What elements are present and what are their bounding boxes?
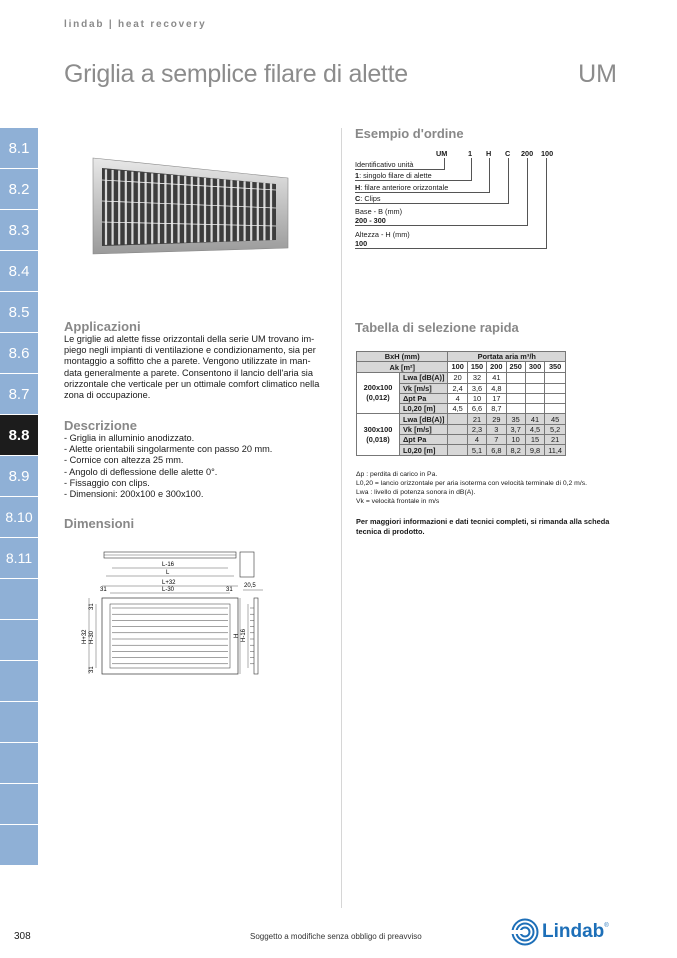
logo-registered: ® [604,923,609,929]
value-cell: 2,3 [467,424,486,434]
nav-item-8-7[interactable]: 8.7 [0,374,38,414]
dim-h32: H+32 [82,629,88,644]
value-cell [525,404,544,414]
selection-table [356,351,566,456]
nav-item-8-11[interactable]: 8.11 [0,538,38,578]
text-line: zona di occupazione. [64,390,151,401]
section-applicazioni [64,319,332,401]
order-heading: Esempio d'ordine [355,126,464,141]
value-cell [506,373,525,383]
value-cell: 3 [487,424,506,434]
value-cell: 9,8 [525,445,544,455]
size-cell [357,414,400,455]
footer-note: Soggetto a modifiche senza obbligo di preavviso [250,932,422,941]
col-header-portata: Portata aria m³/h [448,352,566,362]
product-image [88,150,298,260]
value-cell: 10 [506,435,525,445]
param-label: L0,20 [m] [400,404,448,414]
value-cell [506,393,525,403]
value-cell [448,424,467,434]
order-row-c [355,194,508,204]
param-label: Δpt Pa [400,393,448,403]
text-line: - Alette orientabili singolarmente con passo 20 mm. [64,444,273,455]
table-heading: Tabella di selezione rapida [355,320,519,335]
nav-blank [0,825,38,865]
chapter-nav [0,128,38,866]
lindab-logo-icon [511,918,539,946]
nav-item-8-6[interactable]: 8.6 [0,333,38,373]
value-cell: 5,2 [545,424,566,434]
dimension-drawing [80,548,280,688]
value-cell: 41 [525,414,544,424]
value-cell: 45 [545,414,566,424]
leader-line [546,158,547,249]
text-line: data generalmente a parete. Consentono il lancio dell'aria sia [64,367,313,378]
text-line: - Dimensioni: 200x100 e 300x100. [64,489,204,500]
nav-blank [0,620,38,660]
note-line: L0,20 = lancio orizzontale per aria isoterma con velocità terminale di 0,2 m/s. [356,480,588,487]
section-descrizione [64,418,332,500]
applicazioni-heading: Applicazioni [64,319,141,334]
lindab-logo[interactable] [511,918,609,946]
value-cell: 32 [467,373,486,383]
text-line: Le griglie ad alette fisse orizzontali della serie UM trovano im- [64,334,315,344]
param-label: Vk [m/s] [400,383,448,393]
more-info: Per maggiori informazioni e dati tecnici completi, si rimanda alla scheda tecnica di prodotto. [356,517,610,536]
value-cell: 21 [545,435,566,445]
value-cell: 8,7 [487,404,506,414]
order-row-bold: 1 [355,171,360,180]
nav-item-8-10[interactable]: 8.10 [0,497,38,537]
order-code-base: 200 [521,149,534,158]
page-title: Griglia a semplice filare di alette [64,60,408,88]
order-code-h: H [486,149,492,158]
order-code-1: 1 [468,149,473,158]
dim-l32: L+32 [162,580,176,586]
value-cell: 3,6 [467,383,486,393]
dim-31d: 31 [89,666,95,673]
value-cell [448,445,467,455]
value-cell [545,404,566,414]
nav-blank [0,579,38,619]
dim-h16: H-16 [241,628,247,642]
value-cell [545,393,566,403]
value-cell: 4,5 [448,404,467,414]
nav-blank [0,661,38,701]
flow-cell: 250 [506,362,525,373]
order-row-text: Identificativo unità [355,160,414,169]
nav-item-8-5[interactable]: 8.5 [0,292,38,332]
value-cell: 2,4 [448,383,467,393]
size-label: 300x100 [363,424,393,434]
value-cell [525,373,544,383]
flow-cell: 200 [487,362,506,373]
dim-31c: 31 [89,603,95,610]
table-notes [356,470,587,506]
flow-cell: 150 [467,362,486,373]
dimensioni-heading: Dimensioni [64,516,135,531]
value-cell: 4 [467,435,486,445]
order-row-text: : filare anteriore orizzontale [360,183,449,192]
text-line: - Fissaggio con clips. [64,477,150,488]
value-cell [506,404,525,414]
param-label: Lwa [dB(A)] [400,373,448,383]
value-cell: 35 [506,414,525,424]
order-row-text: Base - B (mm) [355,207,403,216]
value-cell: 17 [487,393,506,403]
text-line: orizzontale che verticale per un ottimale comfort climatico nella [64,378,320,389]
order-row-sub: 200 - 300 [355,216,386,225]
logo-text: Lindab [542,921,605,942]
value-cell: 4 [448,393,467,403]
leader-line [471,158,472,181]
value-cell: 3,7 [506,424,525,434]
flow-cell: 350 [545,362,566,373]
order-row-bold: H [355,183,361,192]
flow-cell: 300 [525,362,544,373]
ak-label: (0,018) [366,434,390,444]
col-header-ak: Ak [m²] [357,362,448,373]
value-cell: 10 [467,393,486,403]
dim-20-5: 20,5 [244,583,256,589]
value-cell: 41 [487,373,506,383]
order-row-sub: 100 [355,239,368,248]
nav-item-8-1[interactable]: 8.1 [0,128,38,168]
nav-blank [0,784,38,824]
brand-line: lindab | heat recovery [64,19,207,30]
text-line: - Griglia in alluminio anodizzato. [64,433,195,443]
product-code: UM [578,60,617,88]
descrizione-heading: Descrizione [64,418,137,433]
value-cell: 11,4 [545,445,566,455]
order-code-c: C [505,149,511,158]
nav-item-8-3[interactable]: 8.3 [0,210,38,250]
value-cell: 20 [448,373,467,383]
order-row-text: : singolo filare di alette [359,171,432,180]
order-row-unit [355,160,444,170]
flow-cell: 100 [448,362,467,373]
value-cell: 21 [467,414,486,424]
page-number: 308 [14,931,31,942]
order-row-text: : Clips [360,194,381,203]
dim-l16: L-16 [162,562,175,568]
value-cell [545,373,566,383]
order-row-height [355,230,546,249]
param-label: Lwa [dB(A)] [400,414,448,424]
table-row [357,373,566,383]
value-cell: 6,6 [467,404,486,414]
value-cell: 4,8 [487,383,506,393]
value-cell: 5,1 [467,445,486,455]
dim-31b: 31 [226,587,233,593]
note-line: Δp : perdita di carico in Pa. [356,471,438,478]
value-cell [506,383,525,393]
value-cell: 6,8 [487,445,506,455]
dim-h: H [234,633,240,638]
param-label: Vk [m/s] [400,424,448,434]
descrizione-text [64,433,332,500]
leader-line [489,158,490,193]
text-line: piego negli impianti di ventilazione e condizionamento, sia per [64,345,316,356]
order-row-1 [355,171,471,181]
dim-l30: L-30 [162,587,175,593]
note-line: Vk = velocità frontale in m/s [356,498,440,505]
text-line: - Angolo di deflessione delle alette 0°. [64,466,218,477]
order-row-bold: C [355,194,361,203]
leader-line [508,158,509,204]
dim-l: L [166,570,170,576]
ak-label: (0,012) [366,393,390,403]
order-row-base [355,207,527,226]
col-header-bxh: BxH (mm) [357,352,448,362]
value-cell: 4,5 [525,424,544,434]
text-line: montaggio a soffitto che a parete. Vengono utilizzate in man- [64,356,311,367]
param-label: L0,20 [m] [400,445,448,455]
order-example [355,147,570,252]
value-cell [448,414,467,424]
size-label: 200x100 [363,383,393,393]
leader-line [444,158,445,170]
value-cell [525,383,544,393]
table-row [357,414,566,424]
order-code-um: UM [436,149,448,158]
value-cell [448,435,467,445]
order-row-h [355,183,489,193]
value-cell: 29 [487,414,506,424]
value-cell [545,383,566,393]
value-cell: 7 [487,435,506,445]
value-cell [525,393,544,403]
text-line: - Cornice con altezza 25 mm. [64,455,184,466]
value-cell: 8,2 [506,445,525,455]
nav-item-8-2[interactable]: 8.2 [0,169,38,209]
column-divider [341,128,342,908]
note-line: Lwa : livello di potenza sonora in dB(A). [356,489,476,496]
nav-item-8-4[interactable]: 8.4 [0,251,38,291]
order-code-height: 100 [541,149,554,158]
value-cell: 15 [525,435,544,445]
nav-blank [0,702,38,742]
applicazioni-text [64,334,332,401]
leader-line [527,158,528,226]
dim-h30: H-30 [89,630,95,644]
nav-item-8-9[interactable]: 8.9 [0,456,38,496]
dim-31a: 31 [100,587,107,593]
param-label: Δpt Pa [400,435,448,445]
size-cell [357,373,400,414]
order-row-text: Altezza - H (mm) [355,230,410,239]
nav-blank [0,743,38,783]
nav-item-8-8[interactable]: 8.8 [0,415,38,455]
